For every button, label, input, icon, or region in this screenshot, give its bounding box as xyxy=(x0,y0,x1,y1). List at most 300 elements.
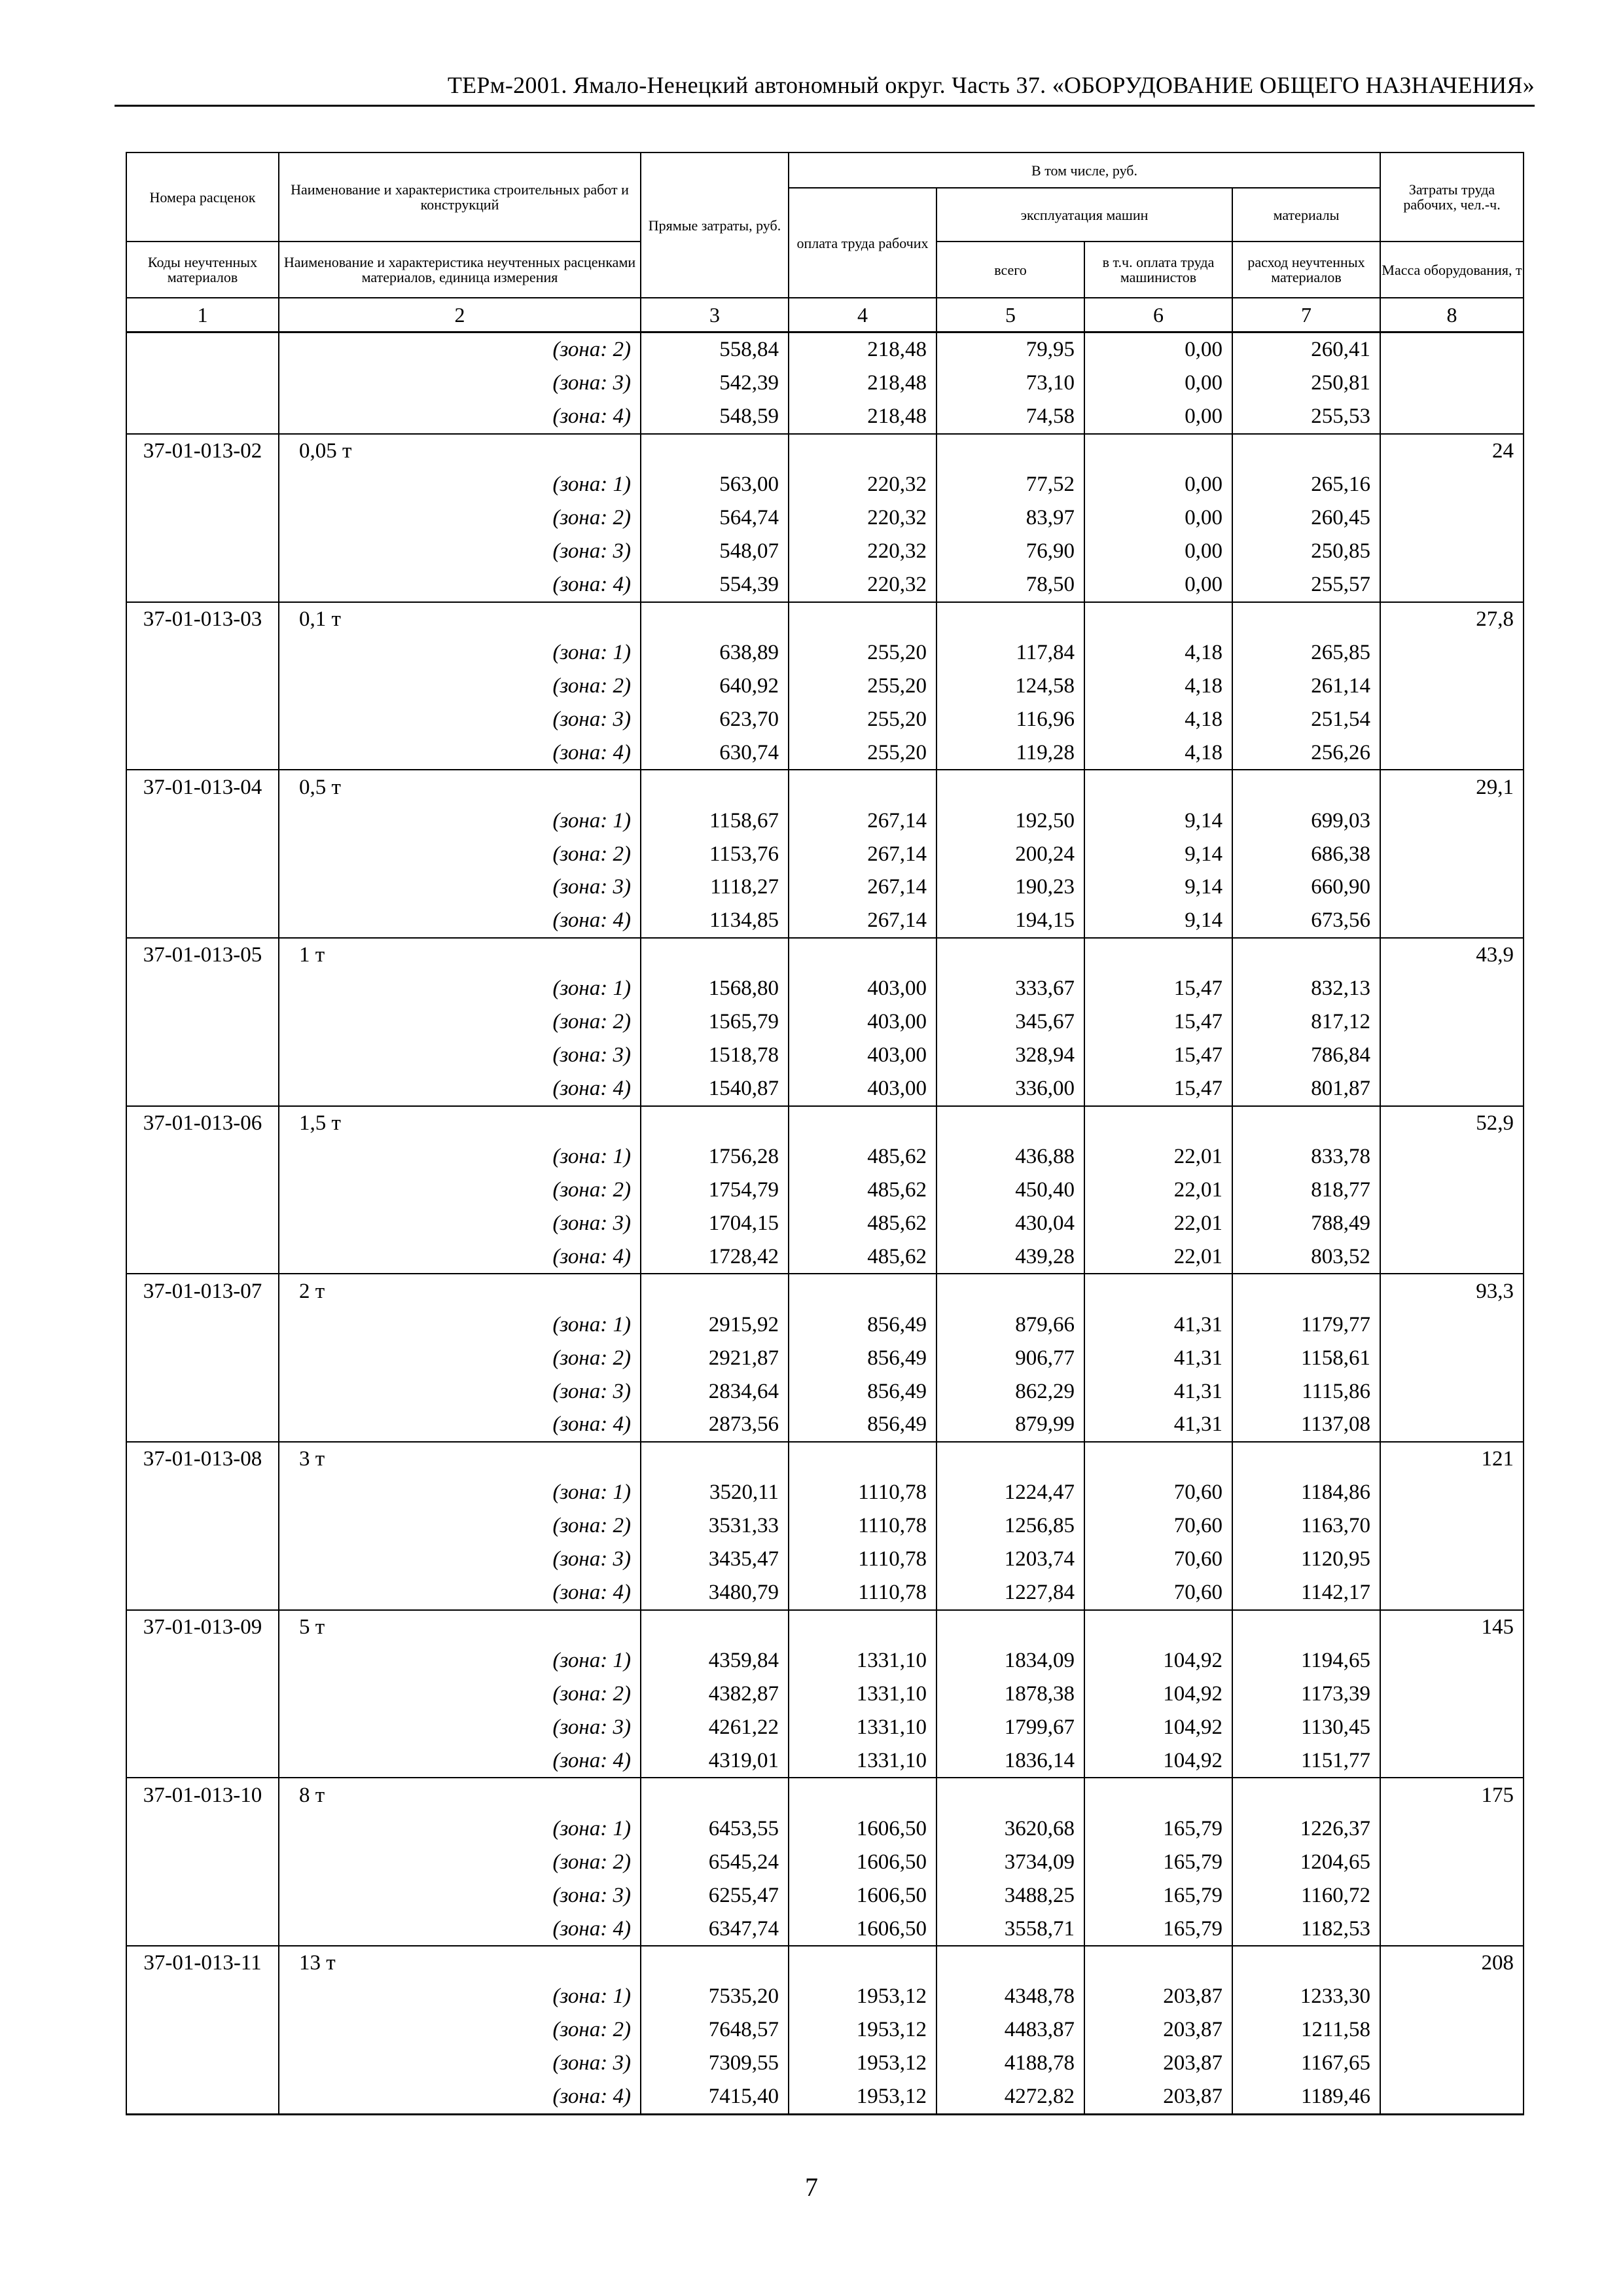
labor-hours-cell xyxy=(1380,1240,1524,1274)
labor-pay: 1953,12 xyxy=(789,1980,936,2013)
machines-total: 879,99 xyxy=(936,1408,1084,1442)
empty-cell xyxy=(641,938,789,972)
empty-cell xyxy=(789,1442,936,1476)
header-col6: в т.ч. оплата труда машинистов xyxy=(1084,242,1232,298)
labor-pay: 1110,78 xyxy=(789,1576,936,1610)
direct-costs: 4319,01 xyxy=(641,1744,789,1778)
labor-pay: 1953,12 xyxy=(789,2013,936,2047)
rate-code: 37-01-013-05 xyxy=(126,938,279,972)
empty-cell xyxy=(1232,602,1380,636)
zone-label: (зона: 4) xyxy=(279,1744,641,1778)
materials-cost: 1142,17 xyxy=(1232,1576,1380,1610)
machines-total: 190,23 xyxy=(936,870,1084,904)
rate-code-cell xyxy=(126,1206,279,1240)
zone-row xyxy=(126,1509,1524,1543)
zone-row xyxy=(126,972,1524,1005)
zone-label: (зона: 3) xyxy=(279,870,641,904)
machine-operators-pay: 9,14 xyxy=(1084,904,1232,938)
labor-hours: 121 xyxy=(1380,1442,1524,1476)
zone-label: (зона: 2) xyxy=(279,1005,641,1039)
running-header: ТЕРм-2001. Ямало-Ненецкий автономный округ. Часть 37. «ОБОРУДОВАНИЕ ОБЩЕГО НАЗНАЧЕНИЯ» xyxy=(447,72,1535,98)
machines-total: 450,40 xyxy=(936,1173,1084,1206)
direct-costs: 554,39 xyxy=(641,568,789,602)
zone-label: (зона: 1) xyxy=(279,1140,641,1174)
materials-cost: 801,87 xyxy=(1232,1072,1380,1106)
zone-label: (зона: 1) xyxy=(279,468,641,501)
rate-row xyxy=(126,434,1524,468)
rate-name: 8 т xyxy=(279,1778,641,1812)
column-number: 4 xyxy=(789,298,936,332)
rate-code-cell xyxy=(126,468,279,501)
zone-label: (зона: 2) xyxy=(279,332,641,367)
rate-row xyxy=(126,1274,1524,1308)
zone-row xyxy=(126,702,1524,736)
rate-row xyxy=(126,1946,1524,1980)
empty-cell xyxy=(1084,1778,1232,1812)
zone-label: (зона: 2) xyxy=(279,501,641,535)
labor-pay: 255,20 xyxy=(789,669,936,702)
materials-cost: 786,84 xyxy=(1232,1039,1380,1072)
labor-hours-cell xyxy=(1380,2047,1524,2080)
empty-cell xyxy=(1232,1106,1380,1140)
rate-code-cell xyxy=(126,400,279,434)
machine-operators-pay: 4,18 xyxy=(1084,736,1232,770)
machines-total: 1227,84 xyxy=(936,1576,1084,1610)
rate-code: 37-01-013-10 xyxy=(126,1778,279,1812)
zone-row xyxy=(126,1845,1524,1878)
rate-name: 5 т xyxy=(279,1610,641,1644)
materials-cost: 1160,72 xyxy=(1232,1878,1380,1912)
machine-operators-pay: 22,01 xyxy=(1084,1206,1232,1240)
direct-costs: 2834,64 xyxy=(641,1374,789,1408)
materials-cost: 1137,08 xyxy=(1232,1408,1380,1442)
rate-code-cell xyxy=(126,1543,279,1576)
machines-total: 862,29 xyxy=(936,1374,1084,1408)
zone-label: (зона: 4) xyxy=(279,1240,641,1274)
labor-hours-cell xyxy=(1380,1206,1524,1240)
labor-pay: 856,49 xyxy=(789,1341,936,1374)
machines-total: 194,15 xyxy=(936,904,1084,938)
direct-costs: 2873,56 xyxy=(641,1408,789,1442)
empty-cell xyxy=(1084,1274,1232,1308)
zone-label: (зона: 3) xyxy=(279,367,641,400)
header-group-machines: эксплуатация машин xyxy=(936,188,1232,242)
machines-total: 117,84 xyxy=(936,636,1084,669)
labor-pay: 255,20 xyxy=(789,636,936,669)
machines-total: 333,67 xyxy=(936,972,1084,1005)
machines-total: 1799,67 xyxy=(936,1710,1084,1744)
machine-operators-pay: 165,79 xyxy=(1084,1845,1232,1878)
empty-cell xyxy=(1232,1778,1380,1812)
machines-total: 430,04 xyxy=(936,1206,1084,1240)
labor-pay: 403,00 xyxy=(789,972,936,1005)
labor-pay: 1606,50 xyxy=(789,1878,936,1912)
zone-label: (зона: 4) xyxy=(279,1912,641,1946)
materials-cost: 1120,95 xyxy=(1232,1543,1380,1576)
zone-label: (зона: 1) xyxy=(279,1812,641,1845)
labor-hours-cell xyxy=(1380,1677,1524,1711)
machines-total: 1878,38 xyxy=(936,1677,1084,1711)
direct-costs: 3435,47 xyxy=(641,1543,789,1576)
zone-label: (зона: 2) xyxy=(279,837,641,870)
rate-code: 37-01-013-08 xyxy=(126,1442,279,1476)
zone-row xyxy=(126,837,1524,870)
labor-pay: 1606,50 xyxy=(789,1912,936,1946)
empty-cell xyxy=(1084,770,1232,804)
rate-code-cell xyxy=(126,1878,279,1912)
header-col7: расход неучтенных материалов xyxy=(1232,242,1380,298)
rate-row xyxy=(126,1610,1524,1644)
zone-row xyxy=(126,1240,1524,1274)
labor-pay: 403,00 xyxy=(789,1072,936,1106)
empty-cell xyxy=(641,1778,789,1812)
empty-cell xyxy=(789,938,936,972)
rate-code: 37-01-013-06 xyxy=(126,1106,279,1140)
zone-label: (зона: 4) xyxy=(279,1072,641,1106)
labor-pay: 1331,10 xyxy=(789,1677,936,1711)
empty-cell xyxy=(789,770,936,804)
machine-operators-pay: 22,01 xyxy=(1084,1140,1232,1174)
rate-code: 37-01-013-07 xyxy=(126,1274,279,1308)
rate-row xyxy=(126,1442,1524,1476)
empty-cell xyxy=(641,602,789,636)
rate-code-cell xyxy=(126,1912,279,1946)
empty-cell xyxy=(641,770,789,804)
labor-hours-cell xyxy=(1380,1710,1524,1744)
rate-name: 0,1 т xyxy=(279,602,641,636)
machine-operators-pay: 0,00 xyxy=(1084,535,1232,568)
labor-hours-cell xyxy=(1380,535,1524,568)
empty-cell xyxy=(1084,434,1232,468)
rate-code-cell xyxy=(126,1408,279,1442)
materials-cost: 250,81 xyxy=(1232,367,1380,400)
empty-cell xyxy=(789,434,936,468)
labor-hours-cell xyxy=(1380,1878,1524,1912)
labor-pay: 255,20 xyxy=(789,736,936,770)
labor-hours-cell xyxy=(1380,1644,1524,1677)
direct-costs: 1728,42 xyxy=(641,1240,789,1274)
zone-row xyxy=(126,1710,1524,1744)
labor-hours-cell xyxy=(1380,1072,1524,1106)
zone-label: (зона: 2) xyxy=(279,1341,641,1374)
materials-cost: 1130,45 xyxy=(1232,1710,1380,1744)
header-rule xyxy=(115,105,1535,107)
zone-row xyxy=(126,332,1524,367)
direct-costs: 1158,67 xyxy=(641,804,789,837)
zone-label: (зона: 2) xyxy=(279,669,641,702)
labor-pay: 485,62 xyxy=(789,1140,936,1174)
rate-code-cell xyxy=(126,1845,279,1878)
empty-cell xyxy=(936,1274,1084,1308)
rate-code-cell xyxy=(126,736,279,770)
empty-cell xyxy=(936,1778,1084,1812)
machines-total: 4483,87 xyxy=(936,2013,1084,2047)
machine-operators-pay: 41,31 xyxy=(1084,1308,1232,1341)
rate-code-cell xyxy=(126,1308,279,1341)
labor-pay: 403,00 xyxy=(789,1039,936,1072)
labor-hours: 145 xyxy=(1380,1610,1524,1644)
rate-code-cell xyxy=(126,636,279,669)
machines-total: 4348,78 xyxy=(936,1980,1084,2013)
rate-name: 3 т xyxy=(279,1442,641,1476)
rate-code-cell xyxy=(126,535,279,568)
zone-label: (зона: 2) xyxy=(279,2013,641,2047)
rate-row xyxy=(126,1778,1524,1812)
labor-pay: 218,48 xyxy=(789,400,936,434)
table-body xyxy=(126,332,1524,2115)
empty-cell xyxy=(641,434,789,468)
zone-row xyxy=(126,1005,1524,1039)
zone-label: (зона: 4) xyxy=(279,568,641,602)
empty-cell xyxy=(641,1106,789,1140)
empty-cell xyxy=(1232,770,1380,804)
labor-hours-cell xyxy=(1380,501,1524,535)
labor-hours-cell xyxy=(1380,736,1524,770)
empty-cell xyxy=(1232,938,1380,972)
header-col8-bottom: Масса оборудования, т xyxy=(1380,242,1524,298)
machine-operators-pay: 41,31 xyxy=(1084,1341,1232,1374)
labor-pay: 1606,50 xyxy=(789,1845,936,1878)
labor-pay: 220,32 xyxy=(789,535,936,568)
zone-row xyxy=(126,1374,1524,1408)
labor-pay: 856,49 xyxy=(789,1308,936,1341)
zone-row xyxy=(126,1980,1524,2013)
labor-pay: 220,32 xyxy=(789,468,936,501)
machines-total: 1203,74 xyxy=(936,1543,1084,1576)
labor-pay: 403,00 xyxy=(789,1005,936,1039)
column-number: 7 xyxy=(1232,298,1380,332)
column-number: 8 xyxy=(1380,298,1524,332)
labor-hours-cell xyxy=(1380,2013,1524,2047)
machines-total: 1256,85 xyxy=(936,1509,1084,1543)
empty-cell xyxy=(1084,938,1232,972)
machine-operators-pay: 0,00 xyxy=(1084,468,1232,501)
rate-code-cell xyxy=(126,1374,279,1408)
machine-operators-pay: 104,92 xyxy=(1084,1644,1232,1677)
zone-label: (зона: 1) xyxy=(279,636,641,669)
machine-operators-pay: 70,60 xyxy=(1084,1509,1232,1543)
rate-code-cell xyxy=(126,870,279,904)
labor-hours-cell xyxy=(1380,1005,1524,1039)
materials-cost: 1204,65 xyxy=(1232,1845,1380,1878)
zone-row xyxy=(126,736,1524,770)
materials-cost: 1194,65 xyxy=(1232,1644,1380,1677)
direct-costs: 6255,47 xyxy=(641,1878,789,1912)
empty-cell xyxy=(1084,1442,1232,1476)
header-col1-top: Номера расценок xyxy=(126,152,279,242)
zone-row xyxy=(126,568,1524,602)
machines-total: 1836,14 xyxy=(936,1744,1084,1778)
machine-operators-pay: 104,92 xyxy=(1084,1677,1232,1711)
empty-cell xyxy=(789,1778,936,1812)
labor-hours-cell xyxy=(1380,804,1524,837)
machine-operators-pay: 22,01 xyxy=(1084,1240,1232,1274)
direct-costs: 6453,55 xyxy=(641,1812,789,1845)
labor-hours-cell xyxy=(1380,367,1524,400)
direct-costs: 1153,76 xyxy=(641,837,789,870)
empty-cell xyxy=(641,1946,789,1980)
zone-label: (зона: 4) xyxy=(279,2080,641,2114)
empty-cell xyxy=(641,1442,789,1476)
machine-operators-pay: 22,01 xyxy=(1084,1173,1232,1206)
machines-total: 906,77 xyxy=(936,1341,1084,1374)
rate-code-cell xyxy=(126,1576,279,1610)
labor-hours-cell xyxy=(1380,1039,1524,1072)
materials-cost: 261,14 xyxy=(1232,669,1380,702)
machine-operators-pay: 4,18 xyxy=(1084,669,1232,702)
direct-costs: 542,39 xyxy=(641,367,789,400)
machines-total: 76,90 xyxy=(936,535,1084,568)
rate-code-cell xyxy=(126,1509,279,1543)
rate-name: 1,5 т xyxy=(279,1106,641,1140)
materials-cost: 260,41 xyxy=(1232,332,1380,367)
machines-total: 345,67 xyxy=(936,1005,1084,1039)
labor-pay: 220,32 xyxy=(789,568,936,602)
labor-pay: 485,62 xyxy=(789,1173,936,1206)
direct-costs: 548,07 xyxy=(641,535,789,568)
zone-label: (зона: 3) xyxy=(279,1543,641,1576)
materials-cost: 251,54 xyxy=(1232,702,1380,736)
labor-pay: 1110,78 xyxy=(789,1543,936,1576)
zone-row xyxy=(126,2047,1524,2080)
rate-name: 0,05 т xyxy=(279,434,641,468)
labor-pay: 1953,12 xyxy=(789,2047,936,2080)
labor-pay: 220,32 xyxy=(789,501,936,535)
zone-label: (зона: 1) xyxy=(279,972,641,1005)
empty-cell xyxy=(1232,1946,1380,1980)
labor-hours-cell xyxy=(1380,1476,1524,1509)
zone-row xyxy=(126,1812,1524,1845)
direct-costs: 623,70 xyxy=(641,702,789,736)
direct-costs: 630,74 xyxy=(641,736,789,770)
rate-code-cell xyxy=(126,501,279,535)
machine-operators-pay: 70,60 xyxy=(1084,1476,1232,1509)
zone-row xyxy=(126,2013,1524,2047)
labor-pay: 267,14 xyxy=(789,870,936,904)
zone-row xyxy=(126,468,1524,501)
machines-total: 3620,68 xyxy=(936,1812,1084,1845)
machine-operators-pay: 15,47 xyxy=(1084,1005,1232,1039)
empty-cell xyxy=(789,1946,936,1980)
rate-code: 37-01-013-11 xyxy=(126,1946,279,1980)
column-number: 1 xyxy=(126,298,279,332)
labor-pay: 267,14 xyxy=(789,904,936,938)
direct-costs: 1704,15 xyxy=(641,1206,789,1240)
labor-hours-cell xyxy=(1380,468,1524,501)
zone-label: (зона: 2) xyxy=(279,1845,641,1878)
direct-costs: 7415,40 xyxy=(641,2080,789,2114)
zone-row xyxy=(126,1744,1524,1778)
machines-total: 116,96 xyxy=(936,702,1084,736)
rate-code-cell xyxy=(126,1005,279,1039)
rate-row xyxy=(126,938,1524,972)
empty-cell xyxy=(1084,1946,1232,1980)
zone-label: (зона: 2) xyxy=(279,1677,641,1711)
labor-pay: 218,48 xyxy=(789,367,936,400)
machine-operators-pay: 15,47 xyxy=(1084,1039,1232,1072)
materials-cost: 1226,37 xyxy=(1232,1812,1380,1845)
column-number: 2 xyxy=(279,298,641,332)
empty-cell xyxy=(936,434,1084,468)
header-col2-top: Наименование и характеристика строительных работ и конструкций xyxy=(279,152,641,242)
rate-name: 2 т xyxy=(279,1274,641,1308)
zone-label: (зона: 3) xyxy=(279,1878,641,1912)
labor-pay: 1331,10 xyxy=(789,1644,936,1677)
zone-label: (зона: 3) xyxy=(279,1374,641,1408)
zone-row xyxy=(126,1878,1524,1912)
rate-code-cell xyxy=(126,904,279,938)
empty-cell xyxy=(1084,1106,1232,1140)
machine-operators-pay: 0,00 xyxy=(1084,501,1232,535)
direct-costs: 3520,11 xyxy=(641,1476,789,1509)
rate-code-cell xyxy=(126,804,279,837)
empty-cell xyxy=(936,1946,1084,1980)
materials-cost: 686,38 xyxy=(1232,837,1380,870)
zone-label: (зона: 2) xyxy=(279,1509,641,1543)
labor-hours-cell xyxy=(1380,2080,1524,2114)
zone-label: (зона: 3) xyxy=(279,1710,641,1744)
rate-code-cell xyxy=(126,332,279,367)
labor-hours-cell xyxy=(1380,332,1524,367)
zone-row xyxy=(126,501,1524,535)
rate-code-cell xyxy=(126,1173,279,1206)
materials-cost: 1151,77 xyxy=(1232,1744,1380,1778)
rate-code: 37-01-013-02 xyxy=(126,434,279,468)
machine-operators-pay: 15,47 xyxy=(1084,972,1232,1005)
machines-total: 73,10 xyxy=(936,367,1084,400)
machine-operators-pay: 4,18 xyxy=(1084,702,1232,736)
direct-costs: 1134,85 xyxy=(641,904,789,938)
direct-costs: 1518,78 xyxy=(641,1039,789,1072)
direct-costs: 7309,55 xyxy=(641,2047,789,2080)
materials-cost: 1182,53 xyxy=(1232,1912,1380,1946)
rate-code-cell xyxy=(126,1710,279,1744)
empty-cell xyxy=(936,1106,1084,1140)
zone-row xyxy=(126,400,1524,434)
rate-code-cell xyxy=(126,568,279,602)
empty-cell xyxy=(789,1106,936,1140)
materials-cost: 1173,39 xyxy=(1232,1677,1380,1711)
labor-pay: 1606,50 xyxy=(789,1812,936,1845)
machines-total: 336,00 xyxy=(936,1072,1084,1106)
labor-hours-cell xyxy=(1380,1845,1524,1878)
zone-label: (зона: 3) xyxy=(279,2047,641,2080)
materials-cost: 788,49 xyxy=(1232,1206,1380,1240)
empty-cell xyxy=(789,1610,936,1644)
machine-operators-pay: 165,79 xyxy=(1084,1812,1232,1845)
direct-costs: 1756,28 xyxy=(641,1140,789,1174)
labor-pay: 856,49 xyxy=(789,1408,936,1442)
materials-cost: 818,77 xyxy=(1232,1173,1380,1206)
empty-cell xyxy=(936,938,1084,972)
labor-hours-cell xyxy=(1380,972,1524,1005)
labor-pay: 267,14 xyxy=(789,837,936,870)
empty-cell xyxy=(936,770,1084,804)
zone-row xyxy=(126,669,1524,702)
rate-code-cell xyxy=(126,1980,279,2013)
machine-operators-pay: 41,31 xyxy=(1084,1374,1232,1408)
zone-label: (зона: 1) xyxy=(279,1644,641,1677)
labor-hours: 29,1 xyxy=(1380,770,1524,804)
machines-total: 78,50 xyxy=(936,568,1084,602)
empty-cell xyxy=(641,1274,789,1308)
rate-code-cell xyxy=(126,367,279,400)
direct-costs: 1540,87 xyxy=(641,1072,789,1106)
materials-cost: 1158,61 xyxy=(1232,1341,1380,1374)
machine-operators-pay: 165,79 xyxy=(1084,1912,1232,1946)
rate-code-cell xyxy=(126,1744,279,1778)
machines-total: 328,94 xyxy=(936,1039,1084,1072)
